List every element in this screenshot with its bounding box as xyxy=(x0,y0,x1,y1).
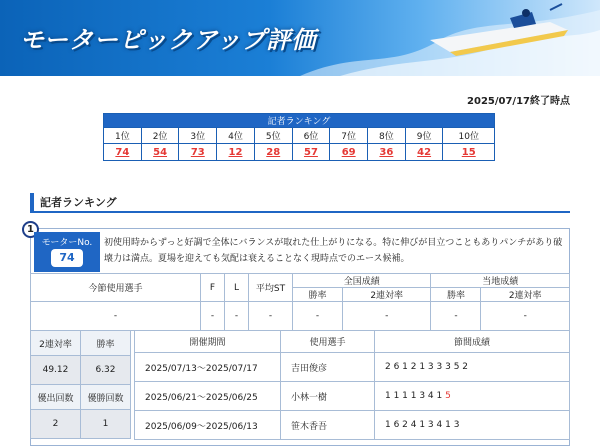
motor-summary-table xyxy=(30,330,131,439)
header-banner xyxy=(0,0,600,76)
current-racer-header: 今節使用選手 xyxy=(31,274,201,302)
national-two-header: 2連対率 xyxy=(342,288,431,302)
history-period: 2025/07/13～2025/07/17 xyxy=(135,353,281,382)
history-table xyxy=(134,330,570,440)
two-rate-label: 2連対率 xyxy=(31,331,81,356)
avg-st-header: 平均ST xyxy=(249,274,293,302)
f-header: F xyxy=(201,274,225,302)
national-header: 全国成績 xyxy=(293,274,431,288)
local-win-header: 勝率 xyxy=(431,288,481,302)
local-header: 当地成績 xyxy=(431,274,570,288)
history-period: 2025/06/21～2025/06/25 xyxy=(135,382,281,411)
history-row xyxy=(135,411,570,440)
racer-header: 使用選手 xyxy=(281,331,375,353)
national-two-value: - xyxy=(342,302,431,331)
rank-position-label: 9位 xyxy=(405,128,443,144)
rank-position-label: 3位 xyxy=(179,128,217,144)
l-value: - xyxy=(225,302,249,331)
victory-count-label: 優勝回数 xyxy=(81,385,131,410)
victory-count-value: 1 xyxy=(81,410,131,439)
history-results xyxy=(375,382,570,411)
results-header: 節間成績 xyxy=(375,331,570,353)
history-row xyxy=(135,353,570,382)
rank-motor-link[interactable]: 12 xyxy=(217,144,255,161)
rank-position-label: 10位 xyxy=(443,128,495,144)
rank-motor-link[interactable]: 15 xyxy=(443,144,495,161)
racer-stats-table xyxy=(30,273,570,331)
rank-position-label: 6位 xyxy=(292,128,330,144)
rank-motor-link[interactable]: 54 xyxy=(141,144,179,161)
card-index-badge: 1 xyxy=(22,221,39,238)
f-value: - xyxy=(201,302,225,331)
history-results-text: 1 1 1 1 3 4 1 xyxy=(385,391,443,401)
motor-number: 74 xyxy=(51,249,83,267)
ranking-table-title: 記者ランキング xyxy=(104,114,495,128)
motor-label: モーターNo. xyxy=(41,238,93,248)
period-header: 開催期間 xyxy=(135,331,281,353)
win-rate-label: 勝率 xyxy=(81,331,131,356)
national-win-header: 勝率 xyxy=(293,288,343,302)
rank-position-label: 8位 xyxy=(368,128,406,144)
motor-number-box xyxy=(34,232,100,272)
local-two-header: 2連対率 xyxy=(481,288,570,302)
rank-motor-link[interactable]: 28 xyxy=(254,144,292,161)
rank-motor-link[interactable]: 69 xyxy=(330,144,368,161)
history-results-text: 1 6 2 4 1 3 4 1 3 xyxy=(385,420,460,430)
local-win-value: - xyxy=(431,302,481,331)
rank-motor-link[interactable]: 42 xyxy=(405,144,443,161)
two-rate-value: 49.12 xyxy=(31,356,81,385)
motor-comment: 初使用時からずっと好調で全体にバランスが取れた仕上がりになる。特に伸びが目立つこともありパンチがあり破壊力は満点。夏場を迎えても気配は衰えることなく現時点でのエース候補。 xyxy=(104,238,563,264)
history-results-highlight: 5 xyxy=(445,391,451,401)
rank-position-label: 1位 xyxy=(104,128,142,144)
rank-motor-link[interactable]: 73 xyxy=(179,144,217,161)
rank-motor-link[interactable]: 57 xyxy=(292,144,330,161)
rank-motor-link[interactable]: 36 xyxy=(368,144,406,161)
history-racer: 笹木香吾 xyxy=(281,411,375,440)
section-header xyxy=(30,193,570,213)
history-results xyxy=(375,353,570,382)
history-racer: 吉田俊彦 xyxy=(281,353,375,382)
boat-splash-image xyxy=(300,0,600,76)
ranking-table xyxy=(103,113,495,161)
page-title: モーターピックアップ評価 xyxy=(20,26,317,54)
rank-position-label: 5位 xyxy=(254,128,292,144)
as-of-date: 2025/07/17終了時点 xyxy=(467,96,570,107)
section-title: 記者ランキング xyxy=(40,196,117,209)
rank-position-label: 4位 xyxy=(217,128,255,144)
rank-position-label: 7位 xyxy=(330,128,368,144)
history-period: 2025/06/09～2025/06/13 xyxy=(135,411,281,440)
history-results-text: 2 6 1 2 1 3 3 3 5 2 xyxy=(385,362,469,372)
national-win-value: - xyxy=(293,302,343,331)
final-count-label: 優出回数 xyxy=(31,385,81,410)
local-two-value: - xyxy=(481,302,570,331)
history-results xyxy=(375,411,570,440)
l-header: L xyxy=(225,274,249,302)
history-row xyxy=(135,382,570,411)
avg-st-value: - xyxy=(249,302,293,331)
rank-position-label: 2位 xyxy=(141,128,179,144)
history-racer: 小林一樹 xyxy=(281,382,375,411)
rank-motor-link[interactable]: 74 xyxy=(104,144,142,161)
win-rate-value: 6.32 xyxy=(81,356,131,385)
final-count-value: 2 xyxy=(31,410,81,439)
current-racer-value: - xyxy=(31,302,201,331)
